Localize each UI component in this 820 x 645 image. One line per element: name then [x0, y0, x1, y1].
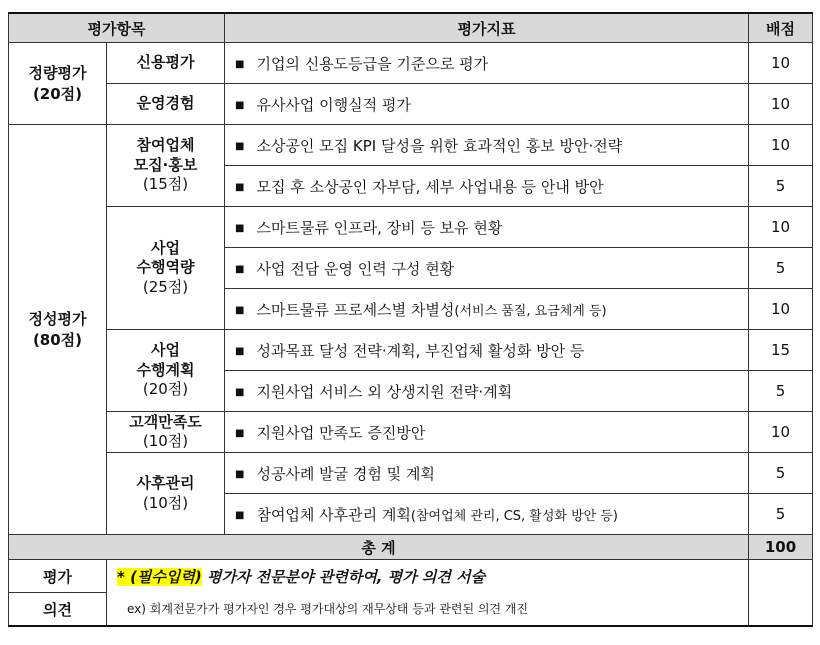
score-cell: 5 [749, 166, 813, 207]
indicator-text: 사업 전담 운영 인력 구성 현황 [256, 259, 455, 278]
group-points: (20점) [32, 84, 83, 103]
score-cell: 5 [749, 371, 813, 412]
required-tag: * (필수입력) [117, 567, 202, 586]
sub-points: (15점) [142, 175, 189, 194]
indicator-cell [225, 453, 749, 494]
table-row [9, 330, 813, 371]
indicator-cell [225, 84, 749, 125]
indicator-cell [225, 494, 749, 535]
sub-credit [107, 43, 225, 84]
score-cell: 5 [749, 494, 813, 535]
sub-ops [107, 84, 225, 125]
indicator-cell [225, 412, 749, 453]
indicator-note: (참여업체 관리, CS, 활성화 방안 등) [410, 508, 618, 524]
table-row [9, 453, 813, 494]
bullet-icon: ■ [235, 427, 245, 439]
total-label: 총 계 [9, 535, 749, 560]
score-cell: 10 [749, 84, 813, 125]
table-row [9, 84, 813, 125]
group-quant [9, 43, 107, 125]
header-category: 평가항목 [9, 13, 225, 43]
group-title: 정량평가 [28, 63, 87, 82]
score-cell: 10 [749, 289, 813, 330]
header-indicator: 평가지표 [225, 13, 749, 43]
indicator-cell [225, 125, 749, 166]
bullet-icon: ■ [235, 181, 245, 193]
sub-satisfaction [107, 412, 225, 453]
sub-aftercare [107, 453, 225, 535]
sub-points: (25점) [142, 277, 189, 296]
required-text: 평가자 전문분야 관련하여, 평가 의견 서술 [201, 567, 486, 586]
group-title: 정성평가 [28, 309, 87, 328]
score-cell: 10 [749, 207, 813, 248]
sub-points: (20점) [142, 380, 189, 399]
indicator-cell [225, 248, 749, 289]
evaluation-label: 의견 [9, 593, 107, 627]
bullet-icon: ■ [235, 222, 245, 234]
sub-title: 참여업체 [136, 136, 195, 155]
sub-title: 사후관리 [136, 474, 195, 492]
bullet-icon: ■ [235, 58, 245, 70]
evaluation-label: 평가 [9, 560, 107, 593]
bullet-icon: ■ [235, 304, 245, 316]
sub-title: 사업 [151, 238, 180, 257]
sub-title: 고객만족도 [129, 412, 202, 431]
total-score: 100 [749, 535, 813, 560]
sub-plan [107, 330, 225, 412]
evaluation-row-2 [9, 593, 813, 627]
score-cell: 10 [749, 125, 813, 166]
indicator-text: 기업의 신용도등급을 기준으로 평가 [256, 54, 489, 73]
sub-points: (10점) [142, 493, 189, 512]
bullet-icon: ■ [235, 468, 245, 480]
indicator-text: 성공사례 발굴 경험 및 계획 [256, 464, 435, 483]
evaluation-row-1 [9, 560, 813, 593]
indicator-text: 소상공인 모집 KPI 달성을 위한 효과적인 홍보 방안·전략 [256, 136, 623, 155]
bullet-icon: ■ [235, 140, 245, 152]
sub-title: 사업 [151, 341, 180, 360]
table-row [9, 412, 813, 453]
score-cell: 5 [749, 453, 813, 494]
indicator-text: 참여업체 사후관리 계획 [256, 505, 411, 524]
sub-recruit [107, 125, 225, 207]
evaluation-input-cell[interactable] [749, 560, 813, 627]
group-points: (80점) [32, 330, 83, 349]
bullet-icon: ■ [235, 345, 245, 357]
table-row [9, 125, 813, 166]
evaluation-table [8, 12, 813, 627]
indicator-note: (서비스 품질, 요금체계 등) [454, 303, 607, 319]
sub-points: (10점) [142, 432, 189, 450]
sub-title: 신용평가 [136, 53, 195, 72]
sub-title: 수행계획 [136, 360, 195, 379]
sub-title: 운영경험 [136, 94, 195, 113]
table-row [9, 43, 813, 84]
score-cell: 10 [749, 412, 813, 453]
group-qual [9, 125, 107, 535]
indicator-text: 스마트물류 인프라, 장비 등 보유 현황 [256, 218, 503, 237]
indicator-cell [225, 43, 749, 84]
table-row [9, 207, 813, 248]
evaluation-required [107, 560, 749, 593]
indicator-cell [225, 207, 749, 248]
indicator-text: 스마트물류 프로세스별 차별성 [256, 300, 455, 319]
indicator-cell [225, 289, 749, 330]
indicator-text: 유사사업 이행실적 평가 [256, 95, 411, 114]
header-row [9, 13, 813, 43]
indicator-text: 성과목표 달성 전략·계획, 부진업체 활성화 방안 등 [256, 341, 585, 360]
score-cell: 15 [749, 330, 813, 371]
indicator-text: 모집 후 소상공인 자부담, 세부 사업내용 등 안내 방안 [256, 177, 604, 196]
bullet-icon: ■ [235, 386, 245, 398]
indicator-text: 지원사업 만족도 증진방안 [256, 423, 426, 442]
sub-title: 수행역량 [136, 258, 195, 277]
sub-title: 모집·홍보 [133, 155, 198, 174]
indicator-cell [225, 166, 749, 207]
indicator-text: 지원사업 서비스 외 상생지원 전략·계획 [256, 382, 513, 401]
indicator-cell [225, 371, 749, 412]
sub-capability [107, 207, 225, 330]
total-row [9, 535, 813, 560]
score-cell: 5 [749, 248, 813, 289]
bullet-icon: ■ [235, 263, 245, 275]
bullet-icon: ■ [235, 99, 245, 111]
bullet-icon: ■ [235, 509, 245, 521]
evaluation-example: ex) 회계전문가가 평가자인 경우 평가대상의 재무상태 등과 관련된 의견 개진 [107, 593, 749, 627]
score-cell: 10 [749, 43, 813, 84]
header-score: 배점 [749, 13, 813, 43]
indicator-cell [225, 330, 749, 371]
